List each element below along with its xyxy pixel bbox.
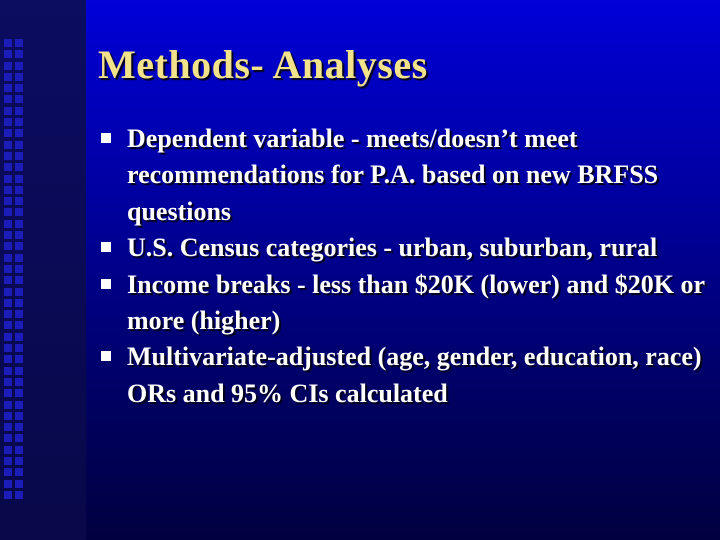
decorative-square — [15, 118, 23, 126]
decorative-square — [15, 50, 23, 58]
decorative-square — [4, 344, 12, 352]
decorative-square — [15, 310, 23, 318]
decorative-square — [15, 288, 23, 296]
decorative-square — [15, 378, 23, 386]
decorative-square — [4, 480, 12, 488]
bullet-text: Dependent variable - meets/doesn’t meet recommendations for P.A. based on new BRFSS questions — [127, 124, 659, 226]
bullet-item — [84, 267, 709, 340]
decorative-square — [4, 231, 12, 239]
decorative-square — [4, 95, 12, 103]
decorative-square — [4, 389, 12, 397]
decorative-square — [15, 152, 23, 160]
decorative-square — [4, 412, 12, 420]
decorative-square — [15, 491, 23, 499]
square-bullet-icon — [101, 279, 111, 289]
decorative-square — [4, 446, 12, 454]
decorative-square — [4, 310, 12, 318]
decorative-square — [15, 141, 23, 149]
decorative-square — [4, 118, 12, 126]
decorative-square — [4, 50, 12, 58]
decorative-square — [4, 367, 12, 375]
decorative-square — [15, 344, 23, 352]
decorative-square — [15, 367, 23, 375]
decorative-square — [15, 265, 23, 273]
decorative-square — [4, 254, 12, 262]
decorative-square — [15, 333, 23, 341]
bullet-list — [84, 121, 709, 412]
decorative-square — [4, 208, 12, 216]
decorative-square — [4, 152, 12, 160]
decorative-square — [15, 321, 23, 329]
bullet-item — [84, 121, 709, 230]
bullet-item — [84, 339, 709, 412]
decorative-square — [4, 107, 12, 115]
decorative-square — [4, 333, 12, 341]
decorative-square — [15, 446, 23, 454]
decorative-square — [15, 107, 23, 115]
decorative-square-pattern — [3, 38, 25, 508]
decorative-square — [15, 276, 23, 284]
decorative-square — [15, 163, 23, 171]
decorative-square — [4, 73, 12, 81]
decorative-square — [4, 39, 12, 47]
decorative-square — [15, 389, 23, 397]
bullet-item — [84, 230, 709, 266]
decorative-square — [15, 39, 23, 47]
square-bullet-icon — [101, 351, 111, 361]
decorative-square — [4, 175, 12, 183]
decorative-square — [15, 423, 23, 431]
bullet-text: Income breaks - less than $20K (lower) and $20K or more (higher) — [127, 269, 705, 336]
decorative-square — [15, 412, 23, 420]
decorative-square — [4, 457, 12, 465]
square-bullet-icon — [101, 242, 111, 252]
decorative-square — [15, 220, 23, 228]
decorative-square — [4, 197, 12, 205]
decorative-square — [15, 73, 23, 81]
decorative-square — [4, 321, 12, 329]
decorative-square — [4, 62, 12, 70]
bullet-text: Multivariate-adjusted (age, gender, education, race) ORs and 95% CIs calculated — [127, 342, 702, 408]
decorative-square — [4, 265, 12, 273]
decorative-square — [4, 434, 12, 442]
decorative-square — [15, 254, 23, 262]
slide-title: Methods- Analyses — [98, 42, 428, 87]
decorative-square — [4, 491, 12, 499]
decorative-square — [15, 62, 23, 70]
decorative-square — [15, 84, 23, 92]
decorative-square — [4, 220, 12, 228]
decorative-square — [4, 141, 12, 149]
decorative-square — [15, 468, 23, 476]
decorative-square — [15, 457, 23, 465]
decorative-square — [15, 129, 23, 137]
decorative-square — [15, 231, 23, 239]
decorative-square — [15, 355, 23, 363]
decorative-square — [4, 163, 12, 171]
decorative-square — [15, 95, 23, 103]
decorative-square — [15, 434, 23, 442]
decorative-square — [4, 242, 12, 250]
decorative-square — [4, 84, 12, 92]
decorative-square — [4, 288, 12, 296]
decorative-square — [4, 186, 12, 194]
decorative-square — [4, 355, 12, 363]
decorative-square — [4, 378, 12, 386]
decorative-square — [4, 468, 12, 476]
decorative-square — [15, 186, 23, 194]
decorative-square — [15, 242, 23, 250]
square-bullet-icon — [101, 133, 111, 143]
bullet-text: U.S. Census categories - urban, suburban, rural — [127, 233, 658, 263]
decorative-square — [15, 401, 23, 409]
decorative-square — [15, 175, 23, 183]
decorative-square — [4, 423, 12, 431]
decorative-square — [4, 276, 12, 284]
decorative-square — [4, 401, 12, 409]
decorative-square — [4, 129, 12, 137]
decorative-square — [15, 208, 23, 216]
decorative-square — [15, 480, 23, 488]
decorative-square — [15, 299, 23, 307]
decorative-square — [15, 197, 23, 205]
decorative-square — [4, 299, 12, 307]
decorative-left-strip — [0, 0, 86, 540]
